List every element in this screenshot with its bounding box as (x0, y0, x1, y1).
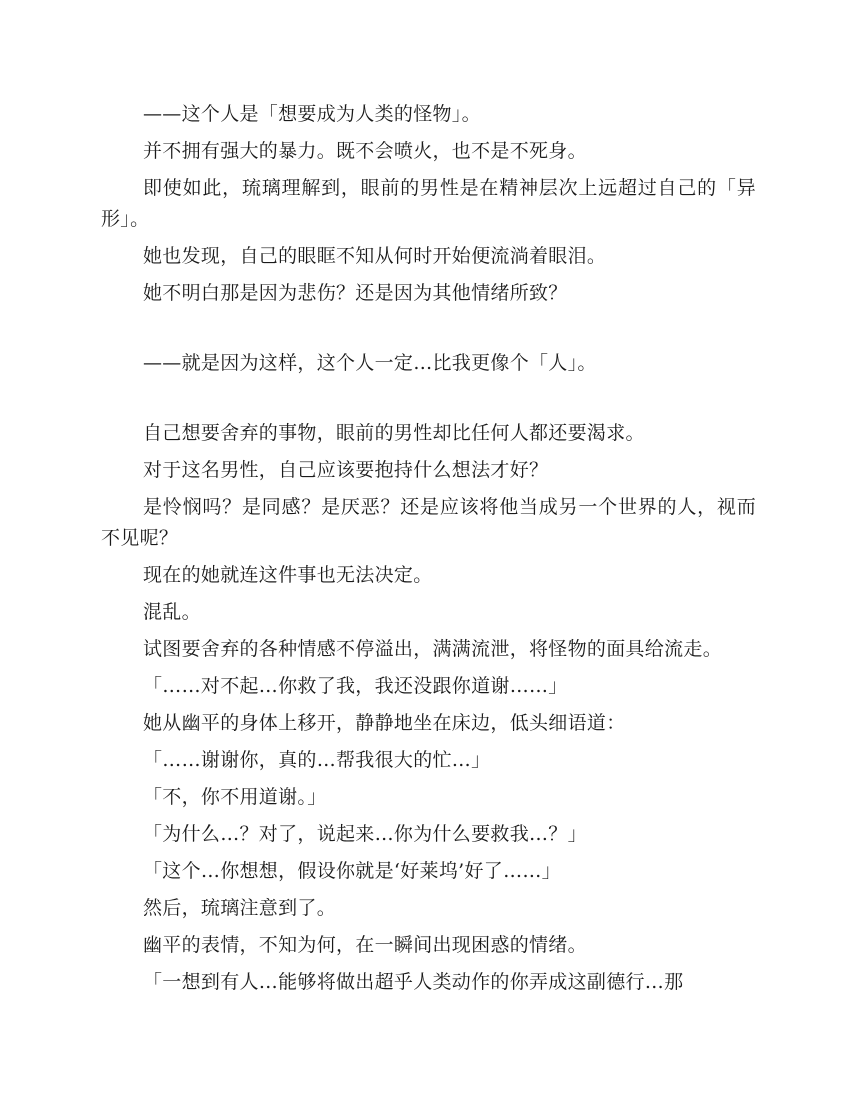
paragraph-gap (101, 315, 756, 348)
paragraph: 自己想要舍弃的事物，眼前的男性却比任何人都还要渴求。 (143, 422, 645, 444)
paragraph: 混乱。 (143, 601, 201, 623)
paragraph: 「不，你不用道谢。」 (143, 786, 327, 808)
paragraph: 她也发现，自己的眼眶不知从何时开始便流淌着眼泪。 (143, 245, 607, 267)
paragraph: 「这个…你想想，假设你就是‘好莱坞’好了……」 (143, 860, 561, 882)
paragraph: 是怜悯吗？是同感？是厌恶？还是应该将他当成另一个世界的人，视而不见呢？ (101, 496, 756, 549)
paragraph: 即使如此，琉璃理解到，眼前的男性是在精神层次上远超过自己的「异形」。 (101, 177, 756, 230)
paragraph: 「为什么…？对了，说起来…你为什么要救我…？」 (143, 823, 587, 845)
paragraph: ——这个人是「想要成为人类的怪物」。 (143, 103, 481, 125)
paragraph: 现在的她就连这件事也无法决定。 (143, 564, 433, 586)
paragraph: 「一想到有人…能够将做出超乎人类动作的你弄成这副德行…那 (143, 971, 684, 993)
paragraph: 试图要舍弃的各种情感不停溢出，满满流泄，将怪物的面具给流走。 (143, 638, 723, 660)
paragraph: 「……对不起…你救了我，我还没跟你道谢……」 (143, 675, 568, 697)
paragraph: 对于这名男性，自己应该要抱持什么想法才好？ (143, 459, 549, 481)
paragraph: 幽平的表情，不知为何，在一瞬间出现困惑的情绪。 (143, 934, 587, 956)
paragraph: ——就是因为这样，这个人一定…比我更像个「人」。 (143, 352, 597, 374)
paragraph: 「……谢谢你，真的…帮我很大的忙…」 (143, 749, 491, 771)
body-text (101, 99, 756, 1004)
paragraph: 她不明白那是因为悲伤？还是因为其他情绪所致？ (143, 282, 568, 304)
paragraph-gap (101, 385, 756, 418)
paragraph: 然后，琉璃注意到了。 (143, 897, 337, 919)
paragraph: 并不拥有强大的暴力。既不会喷火，也不是不死身。 (143, 140, 587, 162)
paragraph: 她从幽平的身体上移开，静静地坐在床边，低头细语道： (143, 712, 626, 734)
